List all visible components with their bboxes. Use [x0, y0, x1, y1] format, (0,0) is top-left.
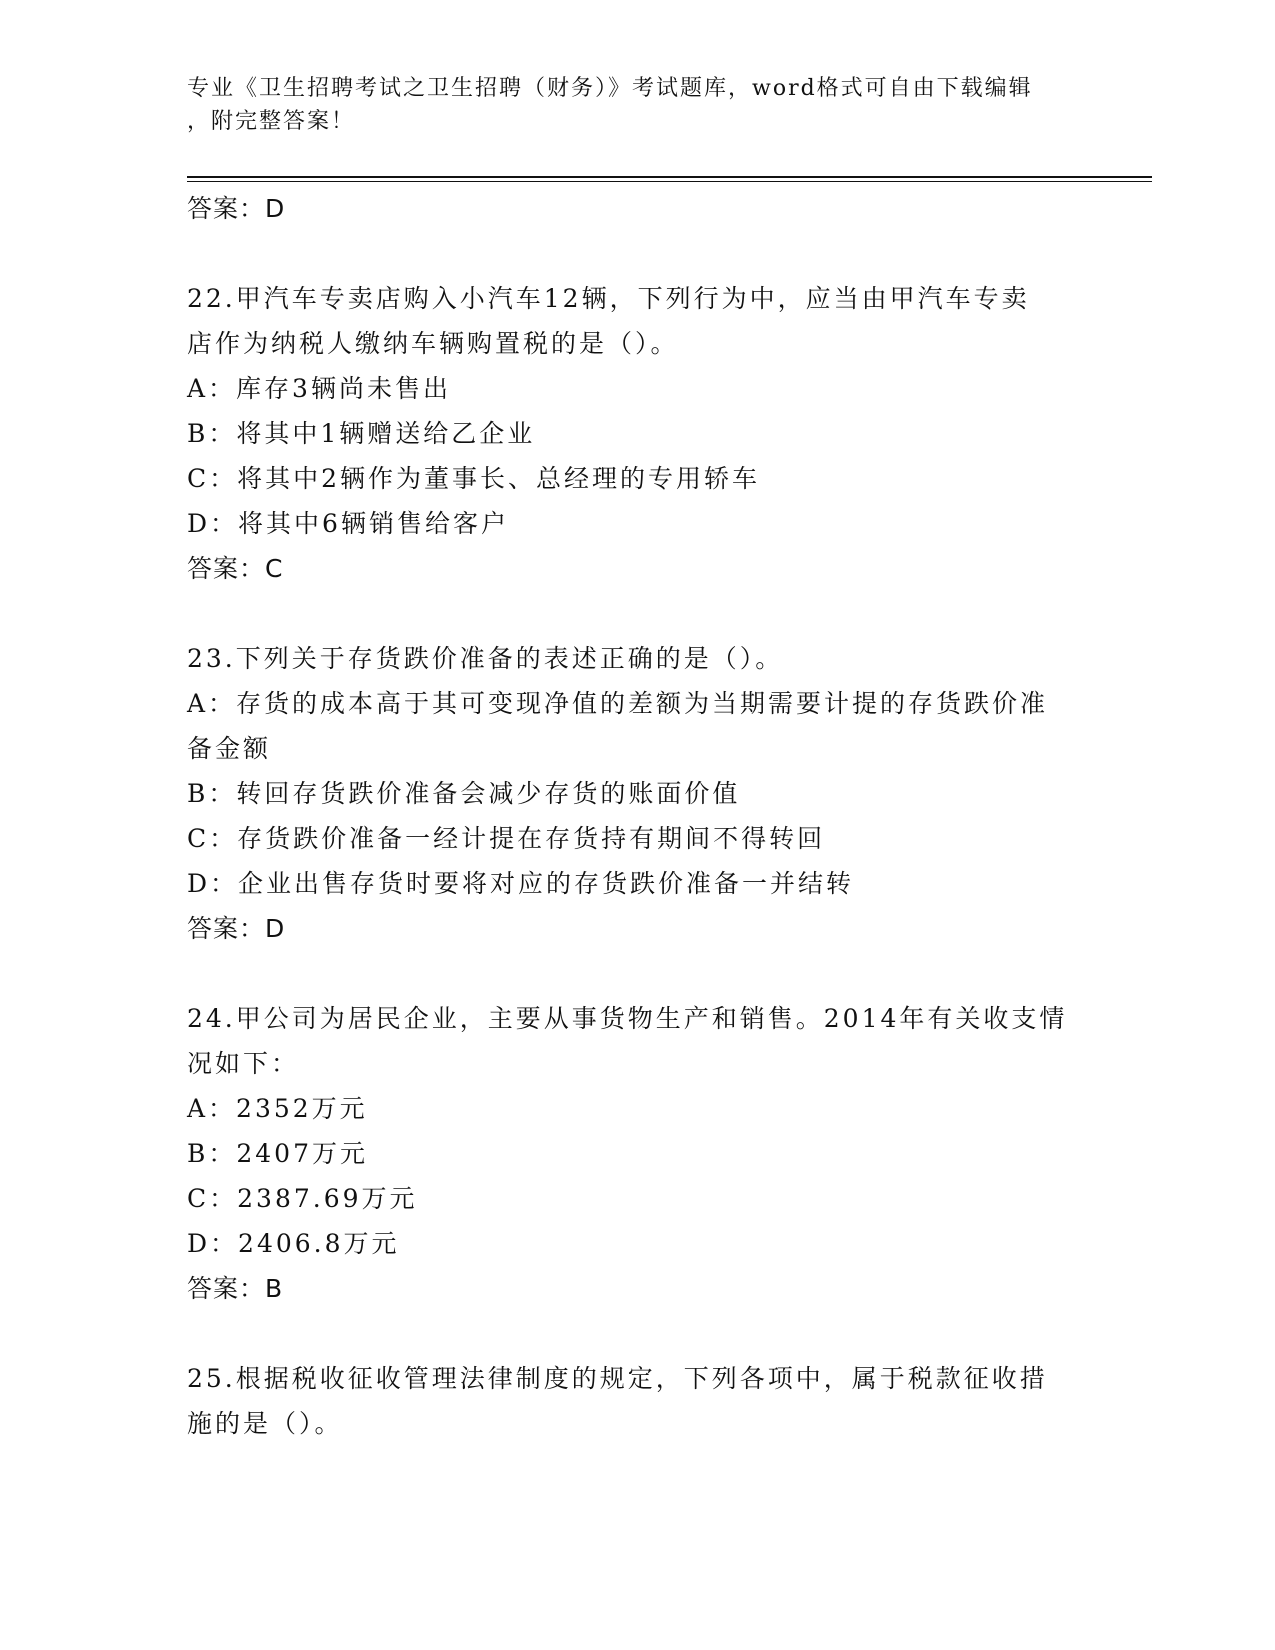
option-a: A：存货的成本高于其可变现净值的差额为当期需要计提的存货跌价准 — [187, 689, 1049, 718]
question-stem: 22.甲汽车专卖店购入小汽车12辆，下列行为中，应当由甲汽车专卖 — [187, 284, 1030, 313]
question-25 — [187, 1356, 1087, 1446]
header-line-2: ，附完整答案！ — [187, 109, 356, 134]
answer: 答案：C — [187, 554, 284, 583]
question-24 — [187, 996, 1087, 1311]
option-c: C：将其中2辆作为董事长、总经理的专用轿车 — [187, 464, 761, 493]
option-b: B：2407万元 — [187, 1139, 368, 1168]
previous-answer: 答案：D — [187, 194, 286, 223]
question-list — [187, 186, 1087, 1446]
question-stem: 况如下： — [187, 1049, 300, 1078]
option-b: B：转回存货跌价准备会减少存货的账面价值 — [187, 779, 741, 808]
question-stem: 23.下列关于存货跌价准备的表述正确的是（）。 — [187, 644, 784, 673]
option-a: A：库存3辆尚未售出 — [187, 374, 451, 403]
question-stem: 25.根据税收征收管理法律制度的规定，下列各项中，属于税款征收措 — [187, 1364, 1048, 1393]
option-a-continued: 备金额 — [187, 734, 272, 763]
option-b: B：将其中1辆赠送给乙企业 — [187, 419, 536, 448]
option-c: C：2387.69万元 — [187, 1184, 418, 1213]
header-line-1: 专业《卫生招聘考试之卫生招聘（财务）》考试题库，word格式可自由下载编辑 — [187, 76, 1033, 101]
option-a: A：2352万元 — [187, 1094, 368, 1123]
option-d: D：企业出售存货时要将对应的存货跌价准备一并结转 — [187, 869, 855, 898]
question-stem: 店作为纳税人缴纳车辆购置税的是（）。 — [187, 329, 679, 358]
option-d: D：将其中6辆销售给客户 — [187, 509, 509, 538]
header-divider-thick — [187, 176, 1152, 178]
header-divider-thin — [187, 181, 1152, 182]
option-c: C：存货跌价准备一经计提在存货持有期间不得转回 — [187, 824, 826, 853]
answer: 答案：B — [187, 1274, 284, 1303]
question-stem: 24.甲公司为居民企业，主要从事货物生产和销售。2014年有关收支情 — [187, 1004, 1068, 1033]
question-23 — [187, 636, 1087, 951]
option-d: D：2406.8万元 — [187, 1229, 400, 1258]
answer: 答案：D — [187, 914, 286, 943]
document-header — [187, 72, 1067, 138]
question-22 — [187, 276, 1087, 591]
question-stem: 施的是（）。 — [187, 1409, 343, 1438]
